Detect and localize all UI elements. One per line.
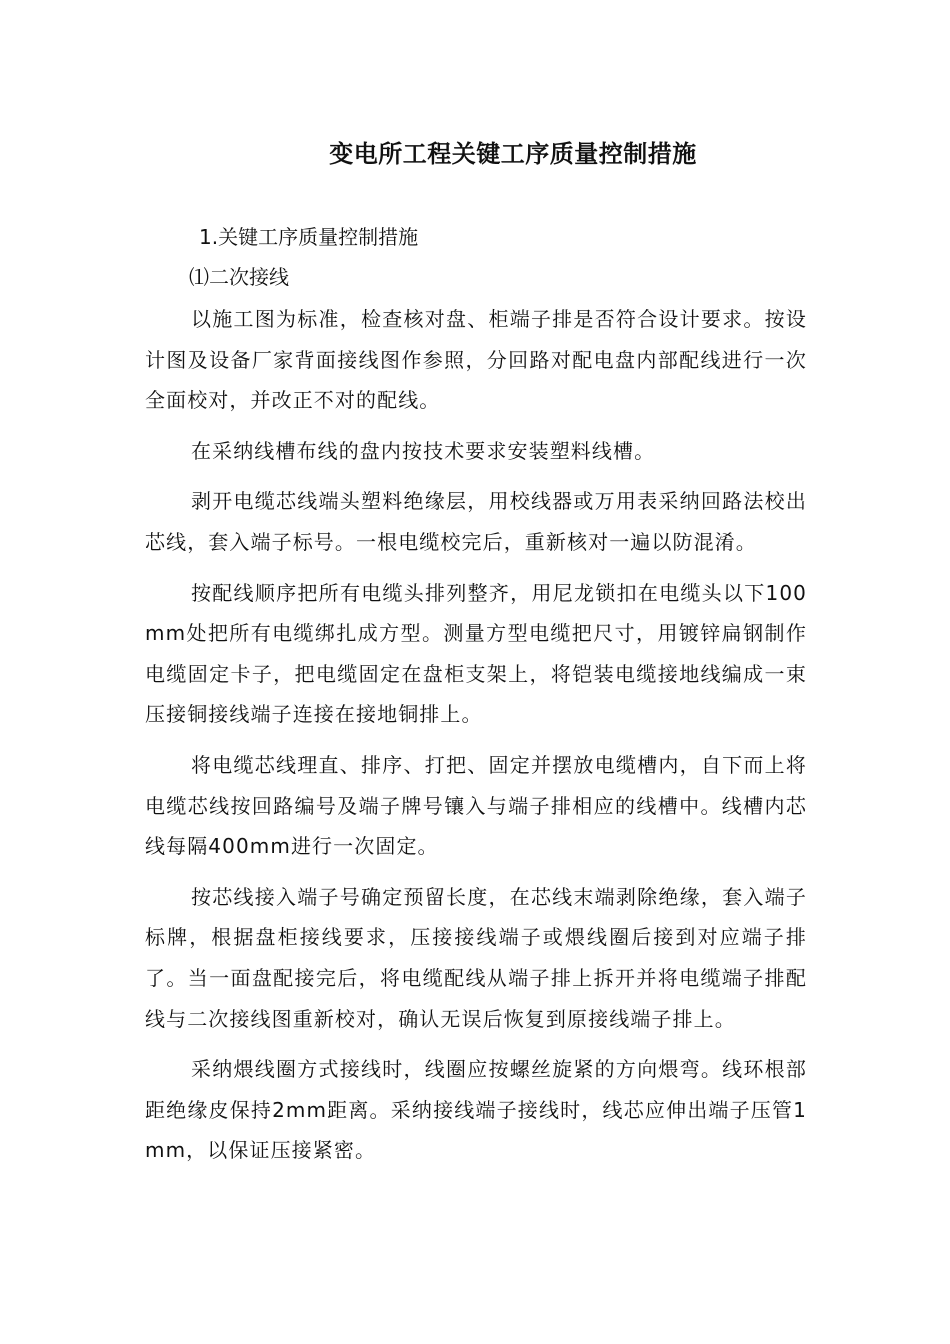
section-heading: 1.关键工序质量控制措施	[199, 225, 419, 249]
paragraph: 剥开电缆芯线端头塑料绝缘层，用校线器或万用表采纳回路法校出芯线，套入端子标号。一根电缆校完后，重新核对一遍以防混淆。	[145, 489, 807, 554]
paragraph: 将电缆芯线理直、排序、打把、固定并摆放电缆槽内，自下而上将电缆芯线按回路编号及端子牌号镶入与端子排相应的线槽中。线槽内芯线每隔400mm进行一次固定。	[145, 752, 807, 859]
paragraph: 采纳煨线圈方式接线时，线圈应按螺丝旋紧的方向煨弯。线环根部距绝缘皮保持2mm距离。采纳接线端子接线时，线芯应伸出端子压管1mm，以保证压接紧密。	[145, 1057, 807, 1163]
subsection-heading: ⑴二次接线	[189, 265, 289, 289]
paragraph: 按芯线接入端子号确定预留长度，在芯线末端剥除绝缘，套入端子标牌，根据盘柜接线要求，压接接线端子或煨线圈后接到对应端子排了。当一面盘配接完后，将电缆配线从端子排上拆开并将电缆端子排配线与二次接线图重新校对，确认无误后恢复到原接线端子排上。	[145, 884, 807, 1031]
document-body	[145, 222, 807, 1181]
document-title: 变电所工程关键工序质量控制措施	[329, 140, 697, 168]
paragraph: 按配线顺序把所有电缆头排列整齐，用尼龙锁扣在电缆头以下100mm处把所有电缆绑扎成方型。测量方型电缆把尺寸，用镀锌扁钢制作电缆固定卡子，把电缆固定在盘柜支架上，将铠装电缆接地线编成一束压接铜接线端子连接在接地铜排上。	[145, 580, 807, 727]
paragraph: 在采纳线槽布线的盘内按技术要求安装塑料线槽。	[191, 438, 656, 463]
paragraph: 以施工图为标准，检查核对盘、柜端子排是否符合设计要求。按设计图及设备厂家背面接线图作参照，分回路对配电盘内部配线进行一次全面校对，并改正不对的配线。	[145, 307, 807, 413]
